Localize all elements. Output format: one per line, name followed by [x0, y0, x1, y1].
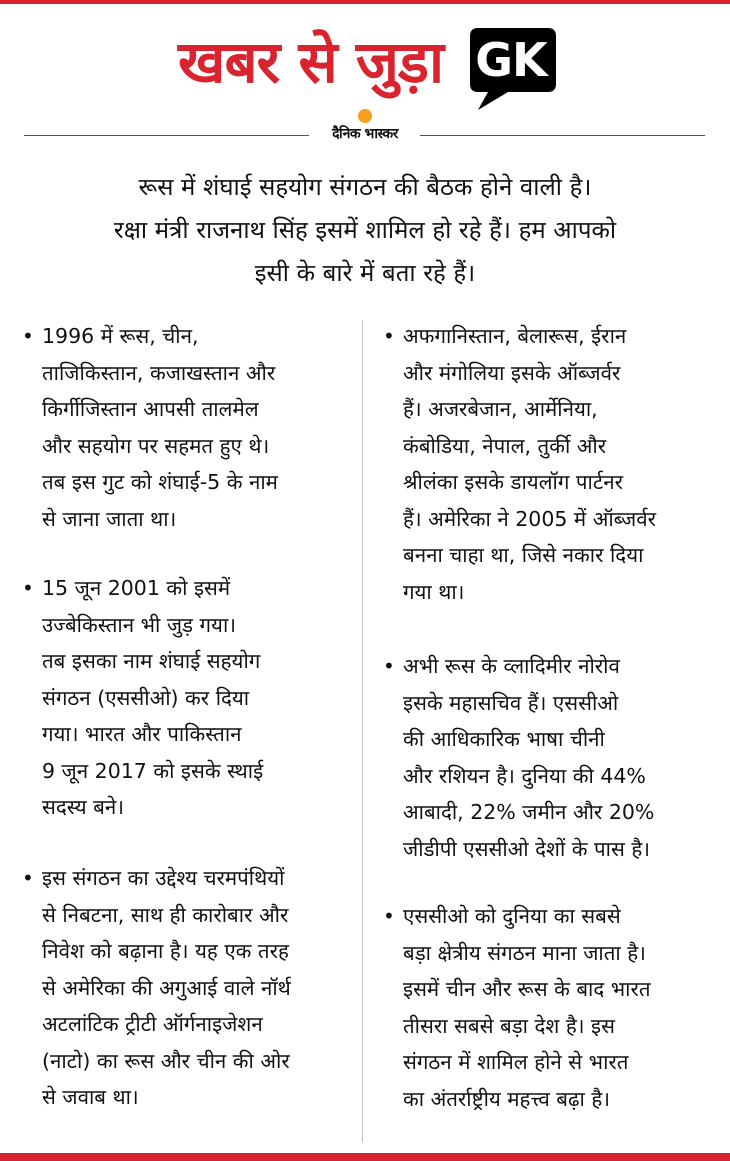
- fact-line: गया था।: [403, 579, 465, 604]
- right-column: [383, 318, 713, 1117]
- fact-line: से जवाब था।: [42, 1085, 139, 1109]
- fact-line: अफगानिस्तान, बेलारूस, ईरान: [403, 324, 627, 348]
- bullet-icon: •: [383, 654, 395, 678]
- bullet-icon: •: [383, 904, 395, 928]
- fact-line: बड़ा क्षेत्रीय संगठन माना जाता है।: [403, 940, 646, 965]
- column-divider: [362, 320, 363, 1142]
- fact-line: 9 जून 2017 को इसके स्थाई: [42, 758, 264, 783]
- fact-line: (नाटो) का रूस और चीन की ओर: [42, 1048, 290, 1073]
- fact-line: संगठन (एससीओ) कर दिया: [42, 685, 250, 710]
- fact-line: सदस्य बने।: [42, 795, 124, 819]
- fact-line: तब इसका नाम शंघाई सहयोग: [42, 649, 261, 673]
- fact-line: किर्गीजिस्तान आपसी तालमेल: [42, 397, 259, 421]
- fact-line: और रशियन है। दुनिया की 44%: [403, 763, 646, 788]
- fact-line: से अमेरिका की अगुआई वाले नॉर्थ: [42, 975, 291, 1000]
- fact-line: इसके महासचिव हैं। एससीओ: [403, 690, 619, 715]
- brand-logo: दैनिक भास्कर: [332, 126, 398, 142]
- fact-item: [383, 648, 713, 898]
- fact-line: हैं। अमेरिका ने 2005 में ऑब्जर्वर: [403, 506, 657, 531]
- fact-line: हैं। अजरबेजान, आर्मेनिया,: [403, 397, 598, 421]
- fact-line: अटलांटिक ट्रीटी ऑर्गनाइजेशन: [42, 1012, 263, 1036]
- gk-badge-label: GK: [475, 33, 547, 87]
- fact-item: [383, 898, 713, 1117]
- fact-line: से निबटना, साथ ही कारोबार और: [42, 902, 289, 927]
- intro-line: रक्षा मंत्री राजनाथ सिंह इसमें शामिल हो रहे हैं। हम आपको: [113, 216, 617, 244]
- fact-line: इसमें चीन और रूस के बाद भारत: [403, 977, 651, 1001]
- intro-paragraph: [40, 166, 690, 295]
- fact-line: अभी रूस के व्लादिमीर नोरोव: [403, 654, 620, 678]
- fact-line: ताजिकिस्तान, कजाखस्तान और: [42, 360, 276, 385]
- fact-line: संगठन में शामिल होने से भारत: [403, 1050, 629, 1074]
- fact-line: आबादी, 22% जमीन और 20%: [403, 800, 655, 824]
- fact-line: का अंतर्राष्ट्रीय महत्त्व बढ़ा है।: [403, 1086, 610, 1111]
- fact-item: [22, 860, 352, 1116]
- header-rule-right: [420, 135, 705, 136]
- left-column: [22, 318, 352, 1116]
- fact-line: निवेश को बढ़ाना है। यह एक तरह: [42, 939, 289, 963]
- top-accent-bar: [0, 0, 730, 4]
- intro-line: रूस में शंघाई सहयोग संगठन की बैठक होने वाली है।: [138, 173, 592, 201]
- fact-line: जीडीपी एससीओ देशों के पास है।: [403, 836, 651, 861]
- bullet-icon: •: [22, 866, 34, 890]
- fact-item: [383, 318, 713, 648]
- fact-line: तब इस गुट को शंघाई-5 के नाम: [42, 470, 278, 494]
- bullet-icon: •: [22, 324, 34, 348]
- fact-line: 15 जून 2001 को इसमें: [42, 576, 231, 600]
- fact-line: बनना चाहा था, जिसे नकार दिया: [403, 543, 644, 567]
- brand-sun-icon: [358, 109, 372, 123]
- fact-line: तीसरा सबसे बड़ा देश है। इस: [403, 1013, 615, 1038]
- intro-line: इसी के बारे में बता रहे हैं।: [254, 259, 476, 287]
- bullet-icon: •: [383, 324, 395, 348]
- fact-line: गया। भारत और पाकिस्तान: [42, 722, 242, 746]
- fact-item: [22, 570, 352, 860]
- fact-line: एससीओ को दुनिया का सबसे: [403, 904, 621, 928]
- fact-item: [22, 318, 352, 570]
- bullet-icon: •: [22, 576, 34, 600]
- fact-line: 1996 में रूस, चीन,: [42, 324, 199, 348]
- fact-line: उज्बेकिस्तान भी जुड़ गया।: [42, 612, 237, 637]
- header-rule-left: [24, 135, 309, 136]
- fact-line: और मंगोलिया इसके ऑब्जर्वर: [403, 360, 621, 385]
- fact-line: की आधिकारिक भाषा चीनी: [403, 727, 605, 751]
- fact-line: श्रीलंका इसके डायलॉग पार्टनर: [403, 470, 623, 494]
- fact-line: से जाना जाता था।: [42, 506, 177, 531]
- fact-line: इस संगठन का उद्देश्य चरमपंथियों: [42, 866, 285, 890]
- headline-title: खबर से जुड़ा: [178, 28, 443, 96]
- fact-line: कंबोडिया, नेपाल, तुर्की और: [403, 433, 607, 458]
- fact-line: और सहयोग पर सहमत हुए थे।: [42, 433, 270, 458]
- bottom-accent-bar: [0, 1153, 730, 1161]
